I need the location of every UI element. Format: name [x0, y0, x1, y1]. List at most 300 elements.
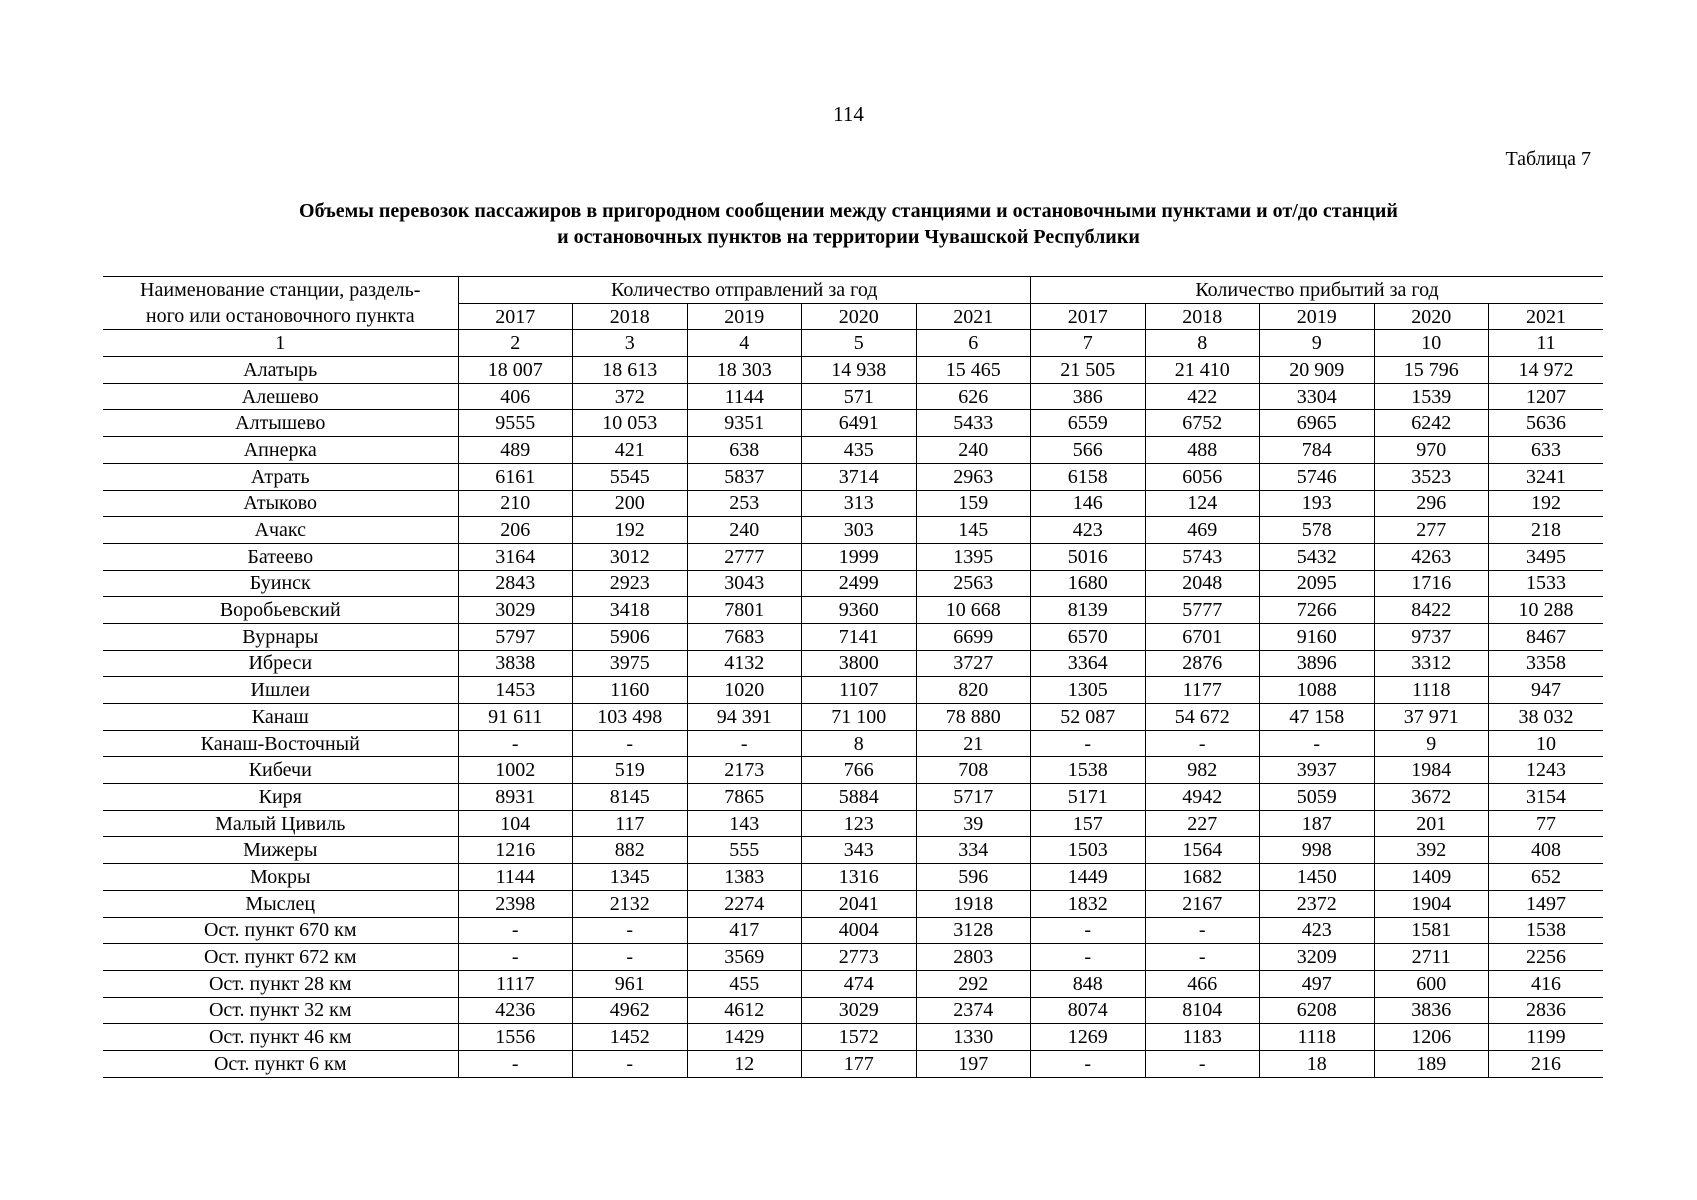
year-header: 2018	[573, 303, 688, 330]
value-cell: 1199	[1489, 1024, 1604, 1051]
value-cell: 2173	[687, 757, 802, 784]
column-number: 7	[1031, 330, 1146, 357]
column-number: 2	[458, 330, 573, 357]
station-name-cell: Воробьевский	[103, 597, 458, 624]
page-number: 114	[833, 102, 864, 126]
table-row	[103, 570, 1603, 597]
value-cell: 1564	[1145, 837, 1260, 864]
value-cell: 3241	[1489, 463, 1604, 490]
value-cell: 38 032	[1489, 704, 1604, 731]
value-cell: 7141	[802, 623, 917, 650]
table-row	[103, 810, 1603, 837]
value-cell: 6056	[1145, 463, 1260, 490]
station-name-header-line-2: ного или остановочного пункта	[145, 305, 415, 328]
value-cell: 2274	[687, 890, 802, 917]
value-cell: 1395	[916, 543, 1031, 570]
table-title-line-2: и остановочных пунктов на территории Чувашской Республики	[557, 226, 1140, 248]
value-cell: 2836	[1489, 997, 1604, 1024]
value-cell: 784	[1260, 437, 1375, 464]
value-cell: 201	[1374, 810, 1489, 837]
value-cell: 1832	[1031, 890, 1146, 917]
value-cell: 21 505	[1031, 357, 1146, 384]
value-cell: 117	[573, 810, 688, 837]
table-row	[103, 997, 1603, 1024]
value-cell: 37 971	[1374, 704, 1489, 731]
station-name-cell: Мижеры	[103, 837, 458, 864]
value-cell: 1118	[1260, 1024, 1375, 1051]
value-cell: 3164	[458, 543, 573, 570]
value-cell: 6158	[1031, 463, 1146, 490]
value-cell: 4942	[1145, 784, 1260, 811]
value-cell: 2563	[916, 570, 1031, 597]
column-number: 6	[916, 330, 1031, 357]
value-cell: 488	[1145, 437, 1260, 464]
value-cell: 104	[458, 810, 573, 837]
value-cell: 6570	[1031, 623, 1146, 650]
value-cell: 1716	[1374, 570, 1489, 597]
value-cell: 3800	[802, 650, 917, 677]
value-cell: 970	[1374, 437, 1489, 464]
value-cell: 5884	[802, 784, 917, 811]
table-row	[103, 784, 1603, 811]
value-cell: 1269	[1031, 1024, 1146, 1051]
value-cell: 3358	[1489, 650, 1604, 677]
value-cell: 78 880	[916, 704, 1031, 731]
value-cell: 422	[1145, 383, 1260, 410]
value-cell: 7683	[687, 623, 802, 650]
value-cell: 2923	[573, 570, 688, 597]
value-cell: 10 668	[916, 597, 1031, 624]
header-row-groups	[103, 277, 1603, 304]
value-cell: 820	[916, 677, 1031, 704]
value-cell: -	[1145, 944, 1260, 971]
value-cell: 18 303	[687, 357, 802, 384]
value-cell: -	[1145, 917, 1260, 944]
value-cell: 192	[1489, 490, 1604, 517]
value-cell: -	[573, 730, 688, 757]
departures-header: Количество отправлений за год	[458, 277, 1031, 304]
year-header: 2019	[687, 303, 802, 330]
column-number: 10	[1374, 330, 1489, 357]
value-cell: 1556	[458, 1024, 573, 1051]
value-cell: 159	[916, 490, 1031, 517]
value-cell: -	[573, 1050, 688, 1077]
value-cell: 961	[573, 970, 688, 997]
value-cell: 6701	[1145, 623, 1260, 650]
value-cell: -	[1031, 944, 1146, 971]
value-cell: -	[573, 917, 688, 944]
value-cell: 1999	[802, 543, 917, 570]
value-cell: 5797	[458, 623, 573, 650]
value-cell: 1020	[687, 677, 802, 704]
value-cell: 177	[802, 1050, 917, 1077]
station-name-cell: Ачакс	[103, 517, 458, 544]
value-cell: 3523	[1374, 463, 1489, 490]
value-cell: 998	[1260, 837, 1375, 864]
arrivals-header: Количество прибытий за год	[1031, 277, 1604, 304]
column-number: 5	[802, 330, 917, 357]
value-cell: 277	[1374, 517, 1489, 544]
value-cell: 455	[687, 970, 802, 997]
value-cell: 8104	[1145, 997, 1260, 1024]
value-cell: 2256	[1489, 944, 1604, 971]
value-cell: 21	[916, 730, 1031, 757]
value-cell: 3714	[802, 463, 917, 490]
value-cell: 2372	[1260, 890, 1375, 917]
value-cell: 4236	[458, 997, 573, 1024]
year-header: 2017	[1031, 303, 1146, 330]
value-cell: 5746	[1260, 463, 1375, 490]
value-cell: 7801	[687, 597, 802, 624]
value-cell: 1107	[802, 677, 917, 704]
table-title-line-1: Объемы перевозок пассажиров в пригородном сообщении между станциями и остановочными пунктами и от/до станций	[299, 200, 1398, 222]
year-header: 2020	[1374, 303, 1489, 330]
table-row	[103, 410, 1603, 437]
table-row	[103, 970, 1603, 997]
value-cell: 10 053	[573, 410, 688, 437]
value-cell: 638	[687, 437, 802, 464]
value-cell: 334	[916, 837, 1031, 864]
table-body	[103, 357, 1603, 1078]
value-cell: 435	[802, 437, 917, 464]
station-name-cell: Вурнары	[103, 623, 458, 650]
value-cell: 497	[1260, 970, 1375, 997]
value-cell: 54 672	[1145, 704, 1260, 731]
station-name-cell: Киря	[103, 784, 458, 811]
value-cell: 392	[1374, 837, 1489, 864]
value-cell: 1383	[687, 864, 802, 891]
value-cell: 8422	[1374, 597, 1489, 624]
value-cell: 626	[916, 383, 1031, 410]
value-cell: 2711	[1374, 944, 1489, 971]
value-cell: 2803	[916, 944, 1031, 971]
value-cell: 3154	[1489, 784, 1604, 811]
value-cell: 1345	[573, 864, 688, 891]
value-cell: 197	[916, 1050, 1031, 1077]
value-cell: 5059	[1260, 784, 1375, 811]
table-row	[103, 463, 1603, 490]
value-cell: 1160	[573, 677, 688, 704]
value-cell: 1305	[1031, 677, 1146, 704]
value-cell: 253	[687, 490, 802, 517]
value-cell: -	[1031, 917, 1146, 944]
table-row	[103, 837, 1603, 864]
year-header: 2021	[1489, 303, 1604, 330]
table-row	[103, 357, 1603, 384]
value-cell: 39	[916, 810, 1031, 837]
value-cell: 5717	[916, 784, 1031, 811]
value-cell: 1183	[1145, 1024, 1260, 1051]
value-cell: 1330	[916, 1024, 1031, 1051]
value-cell: 1429	[687, 1024, 802, 1051]
value-cell: -	[1260, 730, 1375, 757]
value-cell: 2374	[916, 997, 1031, 1024]
value-cell: 2876	[1145, 650, 1260, 677]
value-cell: 7865	[687, 784, 802, 811]
value-cell: 1207	[1489, 383, 1604, 410]
value-cell: 416	[1489, 970, 1604, 997]
value-cell: 1452	[573, 1024, 688, 1051]
value-cell: 566	[1031, 437, 1146, 464]
value-cell: 1453	[458, 677, 573, 704]
value-cell: 1088	[1260, 677, 1375, 704]
value-cell: 600	[1374, 970, 1489, 997]
value-cell: 7266	[1260, 597, 1375, 624]
value-cell: 1450	[1260, 864, 1375, 891]
value-cell: 343	[802, 837, 917, 864]
value-cell: 3836	[1374, 997, 1489, 1024]
value-cell: 5743	[1145, 543, 1260, 570]
value-cell: -	[458, 730, 573, 757]
value-cell: 474	[802, 970, 917, 997]
value-cell: 3495	[1489, 543, 1604, 570]
value-cell: 2132	[573, 890, 688, 917]
value-cell: 3672	[1374, 784, 1489, 811]
value-cell: 8074	[1031, 997, 1146, 1024]
station-name-cell: Батеево	[103, 543, 458, 570]
value-cell: 292	[916, 970, 1031, 997]
value-cell: 519	[573, 757, 688, 784]
value-cell: 18 613	[573, 357, 688, 384]
value-cell: 423	[1031, 517, 1146, 544]
value-cell: 12	[687, 1050, 802, 1077]
value-cell: 1581	[1374, 917, 1489, 944]
value-cell: 652	[1489, 864, 1604, 891]
value-cell: -	[458, 944, 573, 971]
table-label: Таблица 7	[1505, 148, 1591, 170]
value-cell: 103 498	[573, 704, 688, 731]
value-cell: 5433	[916, 410, 1031, 437]
station-name-cell: Алтышево	[103, 410, 458, 437]
value-cell: 555	[687, 837, 802, 864]
station-name-cell: Ост. пункт 672 км	[103, 944, 458, 971]
value-cell: 2843	[458, 570, 573, 597]
value-cell: -	[1031, 1050, 1146, 1077]
station-name-cell: Ост. пункт 28 км	[103, 970, 458, 997]
value-cell: 1243	[1489, 757, 1604, 784]
column-number: 1	[103, 330, 458, 357]
value-cell: 303	[802, 517, 917, 544]
value-cell: 1538	[1489, 917, 1604, 944]
value-cell: 3029	[458, 597, 573, 624]
value-cell: 489	[458, 437, 573, 464]
value-cell: 5432	[1260, 543, 1375, 570]
value-cell: 14 972	[1489, 357, 1604, 384]
station-name-cell: Алатырь	[103, 357, 458, 384]
value-cell: 2048	[1145, 570, 1260, 597]
value-cell: 5906	[573, 623, 688, 650]
value-cell: 10 288	[1489, 597, 1604, 624]
station-name-cell: Ост. пункт 670 км	[103, 917, 458, 944]
value-cell: 313	[802, 490, 917, 517]
table-row	[103, 650, 1603, 677]
table-row	[103, 623, 1603, 650]
value-cell: 8467	[1489, 623, 1604, 650]
value-cell: 5171	[1031, 784, 1146, 811]
value-cell: 469	[1145, 517, 1260, 544]
table-row	[103, 383, 1603, 410]
value-cell: 3975	[573, 650, 688, 677]
value-cell: 578	[1260, 517, 1375, 544]
station-name-cell: Алешево	[103, 383, 458, 410]
value-cell: 3029	[802, 997, 917, 1024]
value-cell: 5837	[687, 463, 802, 490]
value-cell: 4263	[1374, 543, 1489, 570]
year-header: 2020	[802, 303, 917, 330]
table-row	[103, 677, 1603, 704]
value-cell: 21 410	[1145, 357, 1260, 384]
value-cell: 372	[573, 383, 688, 410]
value-cell: 124	[1145, 490, 1260, 517]
value-cell: 4004	[802, 917, 917, 944]
table-row	[103, 864, 1603, 891]
value-cell: -	[458, 1050, 573, 1077]
value-cell: 192	[573, 517, 688, 544]
value-cell: 6965	[1260, 410, 1375, 437]
value-cell: 210	[458, 490, 573, 517]
value-cell: 633	[1489, 437, 1604, 464]
value-cell: 3937	[1260, 757, 1375, 784]
table-row	[103, 890, 1603, 917]
value-cell: 47 158	[1260, 704, 1375, 731]
station-name-cell: Атрать	[103, 463, 458, 490]
value-cell: 10	[1489, 730, 1604, 757]
station-name-header-line-1: Наименование станции, раздель-	[140, 279, 421, 302]
value-cell: 2963	[916, 463, 1031, 490]
value-cell: 466	[1145, 970, 1260, 997]
value-cell: 18	[1260, 1050, 1375, 1077]
value-cell: 386	[1031, 383, 1146, 410]
value-cell: 3012	[573, 543, 688, 570]
station-name-cell: Ост. пункт 32 км	[103, 997, 458, 1024]
year-header: 2018	[1145, 303, 1260, 330]
table-row	[103, 597, 1603, 624]
column-number: 8	[1145, 330, 1260, 357]
value-cell: 1216	[458, 837, 573, 864]
value-cell: 146	[1031, 490, 1146, 517]
year-header: 2021	[916, 303, 1031, 330]
station-name-header	[103, 277, 458, 330]
value-cell: 3364	[1031, 650, 1146, 677]
table-row	[103, 730, 1603, 757]
value-cell: 216	[1489, 1050, 1604, 1077]
year-header: 2017	[458, 303, 573, 330]
value-cell: 1144	[687, 383, 802, 410]
value-cell: 848	[1031, 970, 1146, 997]
value-cell: 6491	[802, 410, 917, 437]
value-cell: 200	[573, 490, 688, 517]
value-cell: 9351	[687, 410, 802, 437]
station-name-cell: Канаш	[103, 704, 458, 731]
table-title	[0, 198, 1697, 250]
value-cell: 1409	[1374, 864, 1489, 891]
value-cell: 3128	[916, 917, 1031, 944]
value-cell: 6559	[1031, 410, 1146, 437]
station-name-cell: Буинск	[103, 570, 458, 597]
value-cell: 9737	[1374, 623, 1489, 650]
value-cell: 240	[687, 517, 802, 544]
value-cell: 296	[1374, 490, 1489, 517]
value-cell: 1538	[1031, 757, 1146, 784]
value-cell: 5636	[1489, 410, 1604, 437]
value-cell: 123	[802, 810, 917, 837]
value-cell: 423	[1260, 917, 1375, 944]
value-cell: 3209	[1260, 944, 1375, 971]
value-cell: 145	[916, 517, 1031, 544]
table-row	[103, 1050, 1603, 1077]
value-cell: 1497	[1489, 890, 1604, 917]
value-cell: 240	[916, 437, 1031, 464]
value-cell: 2167	[1145, 890, 1260, 917]
value-cell: -	[573, 944, 688, 971]
station-name-cell: Канаш-Восточный	[103, 730, 458, 757]
value-cell: 947	[1489, 677, 1604, 704]
value-cell: 218	[1489, 517, 1604, 544]
value-cell: 421	[573, 437, 688, 464]
value-cell: 571	[802, 383, 917, 410]
column-number: 3	[573, 330, 688, 357]
value-cell: 52 087	[1031, 704, 1146, 731]
value-cell: 15 796	[1374, 357, 1489, 384]
value-cell: 6242	[1374, 410, 1489, 437]
station-name-cell: Ишлеи	[103, 677, 458, 704]
table-row	[103, 517, 1603, 544]
value-cell: 3727	[916, 650, 1031, 677]
value-cell: 406	[458, 383, 573, 410]
value-cell: -	[1145, 730, 1260, 757]
table-row	[103, 543, 1603, 570]
table-row	[103, 757, 1603, 784]
value-cell: -	[687, 730, 802, 757]
table-row	[103, 437, 1603, 464]
table-row	[103, 490, 1603, 517]
value-cell: 8931	[458, 784, 573, 811]
station-name-cell: Ост. пункт 6 км	[103, 1050, 458, 1077]
value-cell: 18 007	[458, 357, 573, 384]
station-name-cell: Мыслец	[103, 890, 458, 917]
value-cell: 1206	[1374, 1024, 1489, 1051]
value-cell: 1680	[1031, 570, 1146, 597]
value-cell: 187	[1260, 810, 1375, 837]
value-cell: 15 465	[916, 357, 1031, 384]
value-cell: 14 938	[802, 357, 917, 384]
value-cell: 71 100	[802, 704, 917, 731]
table-row	[103, 1024, 1603, 1051]
value-cell: 3896	[1260, 650, 1375, 677]
value-cell: 8145	[573, 784, 688, 811]
station-name-cell: Кибечи	[103, 757, 458, 784]
value-cell: 882	[573, 837, 688, 864]
value-cell: 9	[1374, 730, 1489, 757]
value-cell: 3569	[687, 944, 802, 971]
value-cell: 193	[1260, 490, 1375, 517]
value-cell: 3304	[1260, 383, 1375, 410]
station-name-cell: Ост. пункт 46 км	[103, 1024, 458, 1051]
value-cell: 2777	[687, 543, 802, 570]
station-name-cell: Мокры	[103, 864, 458, 891]
value-cell: 1144	[458, 864, 573, 891]
value-cell: 1904	[1374, 890, 1489, 917]
value-cell: 206	[458, 517, 573, 544]
value-cell: 6208	[1260, 997, 1375, 1024]
value-cell: 1572	[802, 1024, 917, 1051]
value-cell: 5016	[1031, 543, 1146, 570]
value-cell: 8	[802, 730, 917, 757]
table-row	[103, 917, 1603, 944]
value-cell: -	[458, 917, 573, 944]
table-row	[103, 704, 1603, 731]
value-cell: 766	[802, 757, 917, 784]
